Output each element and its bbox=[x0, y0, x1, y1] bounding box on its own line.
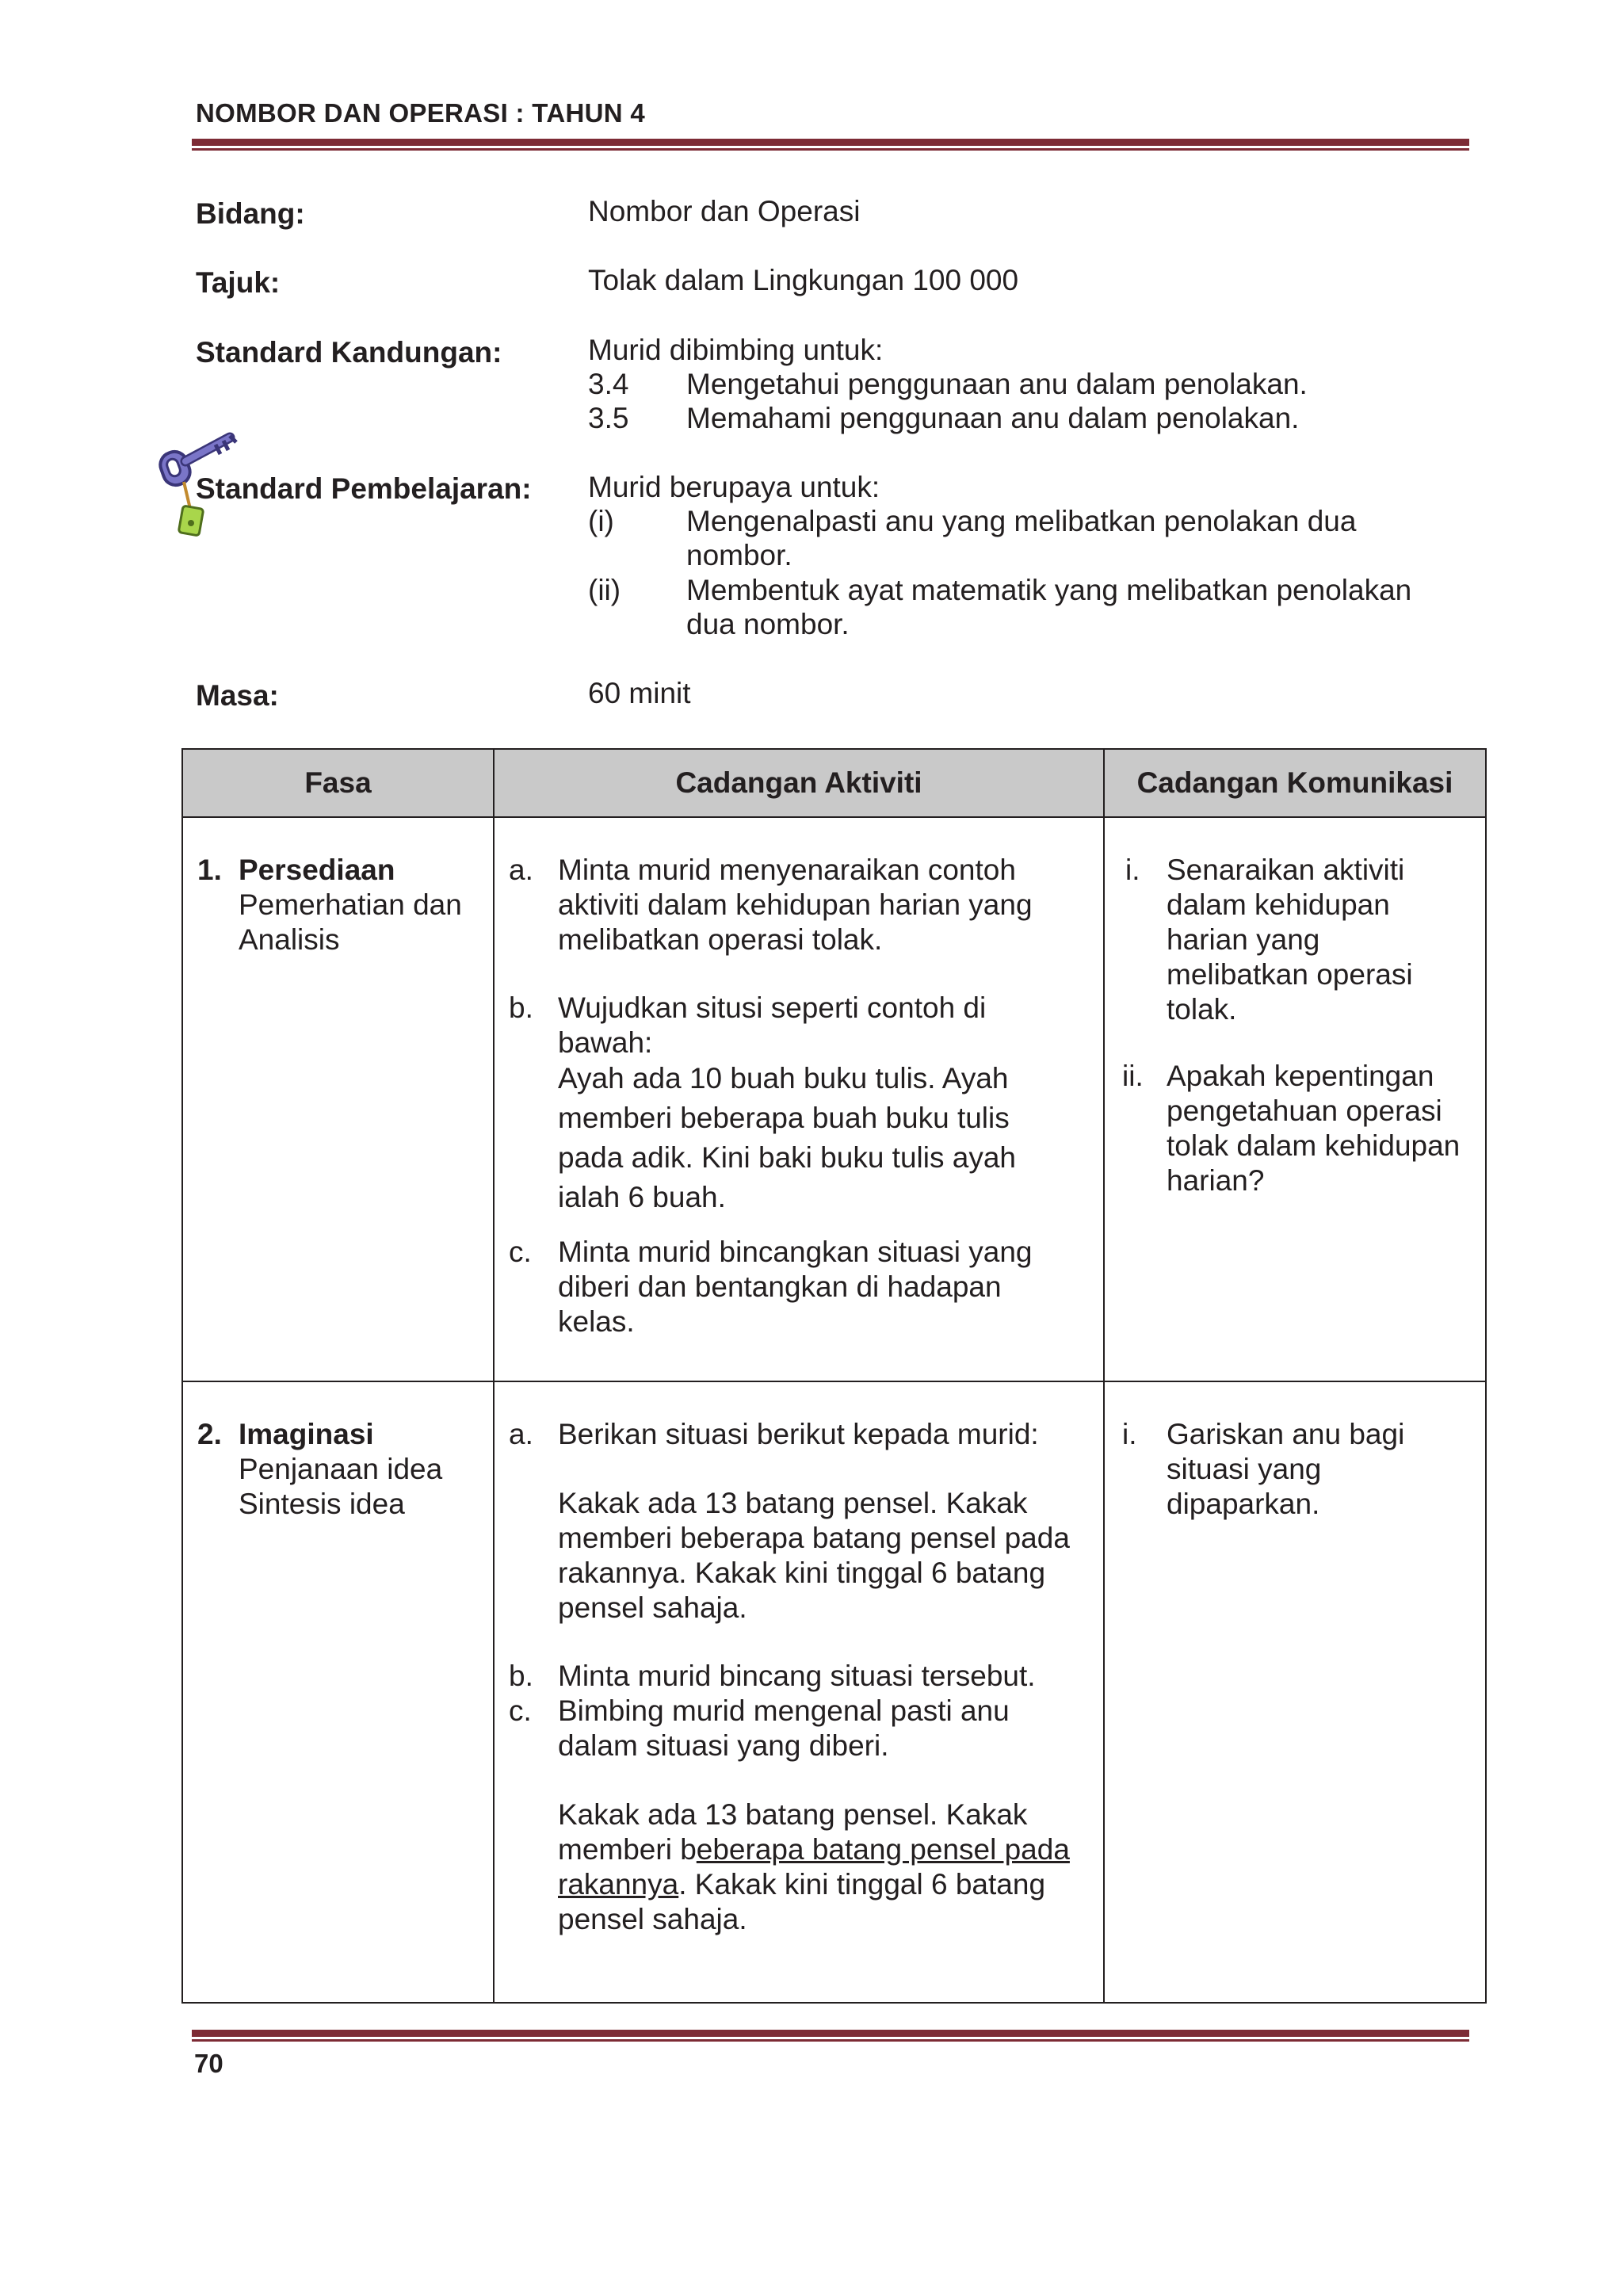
item-line: Minta murid bincang situasi tersebut. bbox=[558, 1660, 1036, 1692]
item-line: memberi beberapa batang pensel pada bbox=[558, 1522, 1070, 1554]
underlined-unknown: rakannya bbox=[558, 1868, 679, 1901]
header-cadangan-aktiviti: Cadangan Aktiviti bbox=[494, 749, 1104, 817]
fasa-cell bbox=[182, 817, 494, 1381]
standard-kandungan-intro: Murid dibimbing untuk: bbox=[588, 334, 884, 366]
item-line: tolak dalam kehidupan bbox=[1167, 1129, 1461, 1162]
item-number: (ii) bbox=[588, 574, 621, 606]
item-line: Kakak ada 13 batang pensel. Kakak bbox=[558, 1798, 1028, 1831]
item-line: Ayah ada 10 buah buku tulis. Ayah bbox=[558, 1062, 1009, 1095]
list-item bbox=[1122, 853, 1413, 1027]
text-plain: . Kakak kini tinggal 6 batang bbox=[678, 1868, 1046, 1901]
item-line: memberi beberapa buah buku tulis bbox=[558, 1102, 1010, 1134]
fasa-block bbox=[197, 1417, 442, 1522]
item-line: Bimbing murid mengenal pasti anu bbox=[558, 1694, 1010, 1727]
header-cadangan-komunikasi: Cadangan Komunikasi bbox=[1104, 749, 1486, 817]
fasa-sub: Analisis bbox=[239, 923, 340, 956]
item-number: 3.4 bbox=[588, 368, 629, 400]
item-line: situasi yang bbox=[1167, 1453, 1322, 1485]
item-line: melibatkan operasi bbox=[1167, 958, 1413, 991]
item-text: Memahami penggunaan anu dalam penolakan. bbox=[686, 402, 1300, 434]
item-label: ii. bbox=[1122, 1060, 1144, 1092]
item-line: Berikan situasi berikut kepada murid: bbox=[558, 1418, 1039, 1450]
item-line: Wujudkan situsi seperti contoh di bbox=[558, 991, 987, 1024]
tajuk-label: Tajuk: bbox=[196, 266, 281, 299]
item-label: c. bbox=[509, 1694, 532, 1727]
item-label: a. bbox=[509, 1418, 533, 1450]
item-text: Membentuk ayat matematik yang melibatkan penolakan bbox=[686, 574, 1412, 606]
item-line: dalam kehidupan bbox=[1167, 888, 1390, 921]
header-rule bbox=[192, 139, 1469, 151]
list-item bbox=[509, 1694, 1010, 1763]
item-line: dipaparkan. bbox=[1167, 1488, 1320, 1520]
text-plain: memberi b bbox=[558, 1833, 697, 1866]
item-text-cont: dua nombor. bbox=[686, 608, 850, 640]
item-number: (i) bbox=[588, 505, 614, 537]
item-line: ialah 6 buah. bbox=[558, 1181, 726, 1213]
item-line: harian? bbox=[1167, 1164, 1265, 1197]
running-header: NOMBOR DAN OPERASI : TAHUN 4 bbox=[196, 98, 645, 128]
list-item bbox=[1122, 1059, 1460, 1198]
fasa-number: 1. bbox=[197, 854, 222, 886]
bidang-value: Nombor dan Operasi bbox=[588, 195, 861, 227]
standard-pembelajaran-label: Standard Pembelajaran: bbox=[196, 472, 532, 505]
fasa-cell bbox=[182, 1381, 494, 2003]
item-text-cont: nombor. bbox=[686, 539, 792, 571]
list-item bbox=[1122, 1417, 1404, 1522]
item-line: Kakak ada 13 batang pensel. Kakak bbox=[558, 1487, 1028, 1519]
list-item bbox=[509, 1417, 1039, 1452]
item-label: a. bbox=[509, 854, 533, 886]
tajuk-value: Tolak dalam Lingkungan 100 000 bbox=[588, 264, 1019, 296]
item-line: Minta murid menyenaraikan contoh bbox=[558, 854, 1016, 886]
header-fasa: Fasa bbox=[182, 749, 494, 817]
item-label: b. bbox=[509, 991, 533, 1024]
standard-kandungan-label: Standard Kandungan: bbox=[196, 336, 502, 369]
komunikasi-cell bbox=[1104, 817, 1486, 1381]
item-line: rakannya. Kakak kini tinggal 6 batang bbox=[558, 1557, 1046, 1589]
lesson-table bbox=[181, 748, 1487, 2004]
item-line: Minta murid bincangkan situasi yang bbox=[558, 1236, 1033, 1268]
table-header-row bbox=[182, 749, 1486, 817]
list-item bbox=[509, 1659, 1036, 1694]
item-text: Mengenalpasti anu yang melibatkan penolakan dua bbox=[686, 505, 1357, 537]
komunikasi-cell bbox=[1104, 1381, 1486, 2003]
item-line: Senaraikan aktiviti bbox=[1167, 854, 1405, 886]
item-line: tolak. bbox=[1167, 993, 1237, 1026]
standard-pembelajaran-intro: Murid berupaya untuk: bbox=[588, 471, 880, 503]
item-line: diberi dan bentangkan di hadapan bbox=[558, 1270, 1002, 1303]
fasa-sub: Pemerhatian dan bbox=[239, 888, 462, 921]
fasa-name: Imaginasi bbox=[239, 1418, 374, 1450]
item-line: dalam situasi yang diberi. bbox=[558, 1729, 889, 1762]
fasa-name: Persediaan bbox=[239, 854, 395, 886]
bidang-label: Bidang: bbox=[196, 197, 305, 230]
table-row bbox=[182, 817, 1486, 1381]
page-number: 70 bbox=[194, 2049, 223, 2078]
list-item bbox=[509, 853, 1033, 957]
list-item bbox=[509, 991, 986, 1060]
item-number: 3.5 bbox=[588, 402, 629, 434]
fasa-sub: Penjanaan idea bbox=[239, 1453, 443, 1485]
aktiviti-cell bbox=[494, 1381, 1104, 2003]
item-line: pensel sahaja. bbox=[558, 1903, 747, 1935]
example-situation bbox=[509, 1486, 1070, 1626]
example-situation bbox=[509, 1059, 1016, 1217]
item-line: pada adik. Kini baki buku tulis ayah bbox=[558, 1141, 1016, 1174]
fasa-number: 2. bbox=[197, 1418, 222, 1450]
item-line: pengetahuan operasi bbox=[1167, 1095, 1442, 1127]
item-line: melibatkan operasi tolak. bbox=[558, 923, 883, 956]
item-label: i. bbox=[1125, 854, 1140, 886]
aktiviti-cell bbox=[494, 817, 1104, 1381]
table-row bbox=[182, 1381, 1486, 2003]
item-line bbox=[558, 1832, 1070, 1867]
fasa-sub: Sintesis idea bbox=[239, 1488, 405, 1520]
masa-value: 60 minit bbox=[588, 677, 691, 709]
item-line: kelas. bbox=[558, 1305, 635, 1338]
item-line: Apakah kepentingan bbox=[1167, 1060, 1434, 1092]
item-line bbox=[558, 1867, 1070, 1902]
item-line: aktiviti dalam kehidupan harian yang bbox=[558, 888, 1033, 921]
item-line: bawah: bbox=[558, 1026, 653, 1059]
masa-label: Masa: bbox=[196, 679, 279, 712]
fasa-block bbox=[197, 853, 462, 957]
item-line: pensel sahaja. bbox=[558, 1591, 747, 1624]
footer-rule bbox=[192, 2030, 1469, 2042]
item-label: i. bbox=[1122, 1418, 1137, 1450]
item-text: Mengetahui penggunaan anu dalam penolakan. bbox=[686, 368, 1308, 400]
list-item bbox=[509, 1235, 1033, 1339]
item-label: c. bbox=[509, 1236, 532, 1268]
underlined-unknown: eberapa batang pensel pada bbox=[696, 1833, 1070, 1866]
item-label: b. bbox=[509, 1660, 533, 1692]
item-line: Gariskan anu bagi bbox=[1167, 1418, 1405, 1450]
underlined-example bbox=[509, 1797, 1070, 1937]
item-line: harian yang bbox=[1167, 923, 1320, 956]
